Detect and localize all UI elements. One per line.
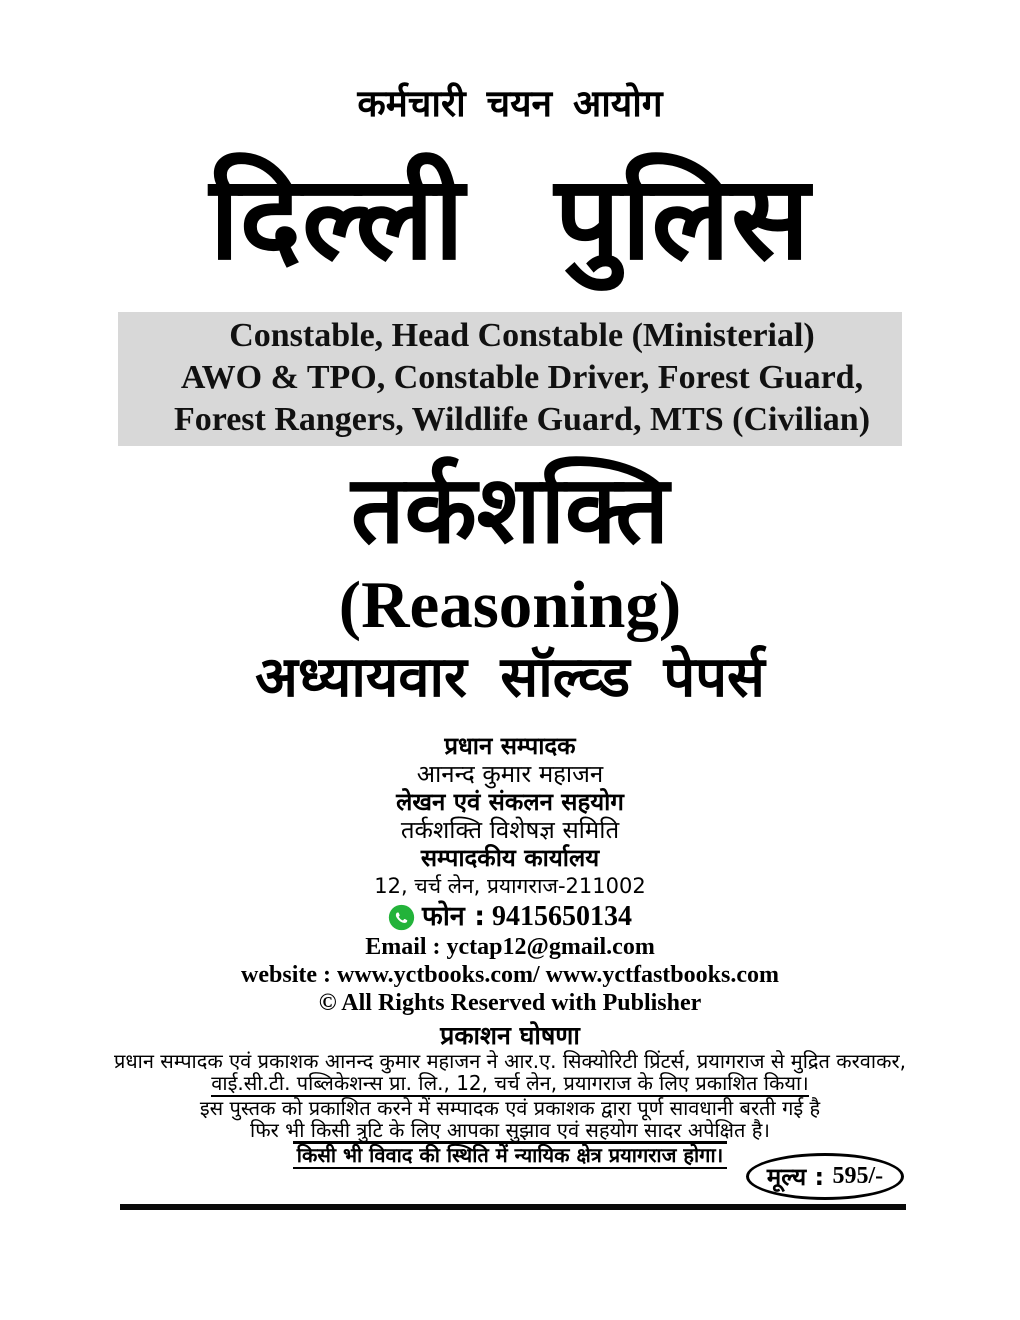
rights-line: © All Rights Reserved with Publisher: [318, 990, 702, 1017]
declaration-jurisdiction-line: किसी भी विवाद की स्थिति में न्यायिक क्षेत्र प्रयागराज होगा।: [0, 1141, 1020, 1169]
chief-editor-name: आनन्द कुमार महाजन: [416, 760, 604, 789]
website-line: website : www.yctbooks.com/ www.yctfastbooks.com: [241, 962, 779, 989]
publication-declaration-heading: प्रकाशन घोषणा: [440, 1021, 580, 1051]
support-name: तर्कशक्ति विशेषज्ञ समिति: [400, 816, 620, 845]
book-main-title: दिल्ली पुलिस: [209, 151, 811, 286]
price-badge: [746, 1153, 904, 1200]
price-value: 595/-: [832, 1163, 884, 1189]
phone-label: फोन :: [422, 901, 485, 933]
office-address: 12, चर्च लेन, प्रयागराज-211002: [374, 874, 646, 899]
bottom-rule: [120, 1204, 906, 1210]
subject-title-hindi: तर्कशक्ति: [350, 455, 669, 565]
price-label: मूल्य :: [766, 1163, 825, 1191]
support-label: लेखन एवं संकलन सहयोग: [396, 788, 624, 817]
chief-editor-label: प्रधान सम्पादक: [444, 732, 576, 761]
phone-number: 9415650134: [492, 901, 632, 933]
declaration-line: फिर भी किसी त्रुटि के लिए आपका सुझाव एवं सहयोग सादर अपेक्षित है।: [250, 1118, 770, 1143]
declaration-line: प्रधान सम्पादक एवं प्रकाशक आनन्द कुमार महाजन ने आर.ए. सिक्योरिटी प्रिंटर्स, प्रयागराज से मुद्रित करवाकर,: [113, 1049, 906, 1074]
exam-posts-line: Forest Rangers, Wildlife Guard, MTS (Civilian): [173, 400, 871, 438]
email-line: Email : yctap12@gmail.com: [365, 934, 655, 961]
organization-title: कर्मचारी चयन आयोग: [357, 82, 663, 125]
exam-posts-box: [118, 312, 902, 446]
phone-line: [0, 901, 1020, 933]
exam-posts-line: Constable, Head Constable (Ministerial): [229, 316, 815, 354]
whatsapp-icon: [388, 904, 415, 931]
declaration-line: वाई.सी.टी. पब्लिकेशन्स प्रा. लि., 12, चर्च लेन, प्रयागराज के लिए प्रकाशित किया।: [211, 1071, 809, 1096]
book-subtitle: अध्यायवार सॉल्व्ड पेपर्स: [255, 645, 765, 711]
declaration-line: इस पुस्तक को प्रकाशित करने में सम्पादक एवं प्रकाशक द्वारा पूर्ण सावधानी बरती गई है: [199, 1096, 821, 1121]
editorial-block: [0, 732, 1020, 1017]
office-label: सम्पादकीय कार्यालय: [420, 844, 600, 873]
exam-posts-line: AWO & TPO, Constable Driver, Forest Guard,: [180, 358, 864, 396]
subject-title-english: (Reasoning): [338, 567, 682, 642]
